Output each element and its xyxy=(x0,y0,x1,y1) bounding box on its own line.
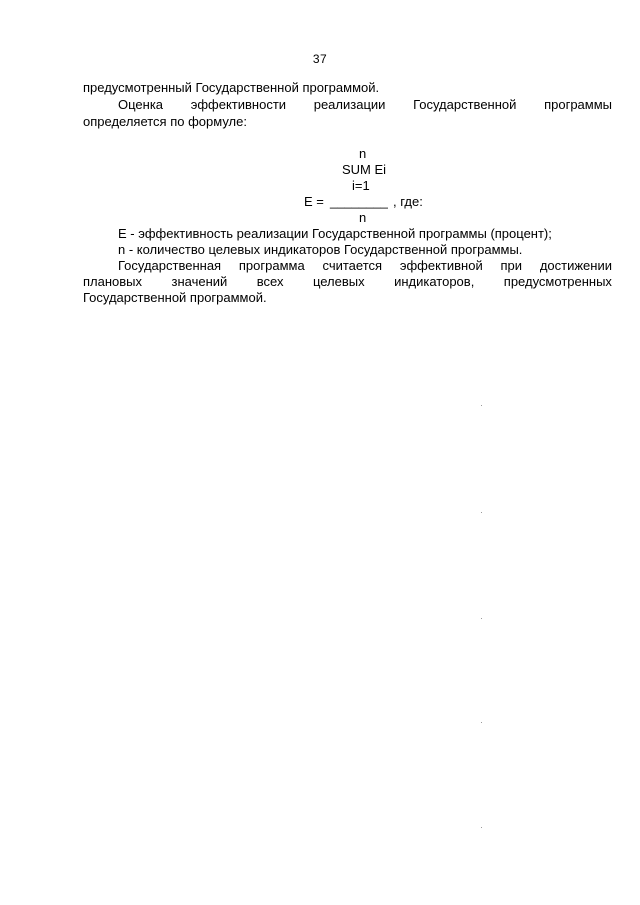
word: плановых xyxy=(83,274,143,289)
paragraph1-line1: предусмотренный Государственной программой. xyxy=(83,80,380,95)
paragraph2-line3: Государственной программой. xyxy=(83,290,267,305)
word: Государственной xyxy=(413,97,517,112)
word: достижении xyxy=(539,258,612,273)
word: реализации xyxy=(313,97,386,112)
paragraph1-line3: определяется по формуле: xyxy=(83,114,247,129)
definition-n: n - количество целевых индикаторов Государственной программы. xyxy=(118,242,523,257)
word: при xyxy=(500,258,523,273)
word: предусмотренных xyxy=(503,274,612,289)
word: индикаторов, xyxy=(394,274,475,289)
word: значений xyxy=(171,274,228,289)
word: целевых xyxy=(312,274,365,289)
scan-speck xyxy=(481,405,482,406)
formula-sum: SUM Ei xyxy=(342,162,387,177)
word: программа xyxy=(238,258,305,273)
scan-speck xyxy=(481,512,482,513)
scan-speck xyxy=(481,722,482,723)
word: эффективной xyxy=(399,258,483,273)
word: программы xyxy=(544,97,612,112)
formula-suffix: , где: xyxy=(393,194,423,209)
word: всех xyxy=(256,274,284,289)
definition-e: Е - эффективность реализации Государственной программы (процент); xyxy=(118,226,552,241)
scan-speck xyxy=(481,618,482,619)
word: Оценка xyxy=(118,97,164,112)
formula-lower-limit: i=1 xyxy=(352,178,370,193)
formula-lhs: E = xyxy=(304,194,324,209)
formula-denominator: n xyxy=(359,210,367,225)
paragraph2-line1 xyxy=(118,258,612,274)
word: считается xyxy=(322,258,383,273)
word: эффективности xyxy=(190,97,287,112)
formula-fraction-bar: ________ xyxy=(330,194,388,209)
scan-speck xyxy=(481,827,482,828)
word: Государственная xyxy=(118,258,222,273)
formula-upper-limit: n xyxy=(359,146,367,161)
paragraph1-line2 xyxy=(118,97,612,113)
page-number: 37 xyxy=(312,52,328,66)
paragraph2-line2 xyxy=(83,274,612,290)
